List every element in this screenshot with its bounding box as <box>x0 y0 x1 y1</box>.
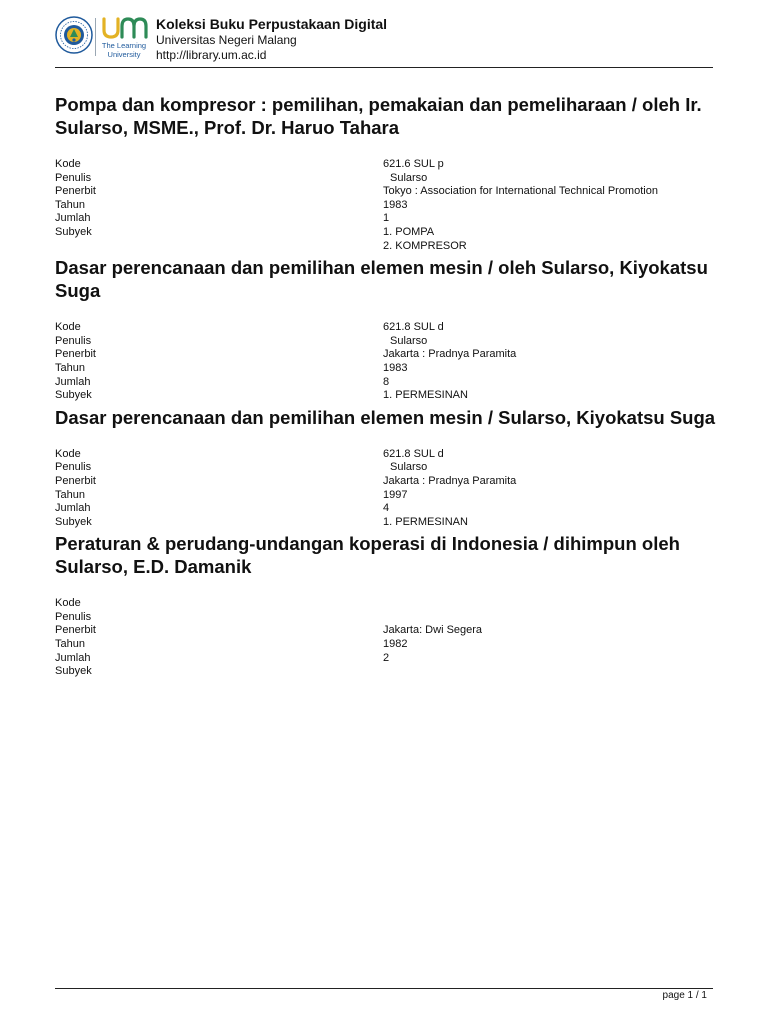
field-label: Subyek <box>55 515 92 528</box>
field-row-kode <box>55 321 720 335</box>
field-value-tahun: 1983 <box>383 198 408 211</box>
field-row-penerbit <box>55 348 720 362</box>
book-title: Dasar perencanaan dan pemilihan elemen mesin / Sularso, Kiyokatsu Suga <box>55 406 716 428</box>
field-value-penulis: Sularso <box>390 461 428 474</box>
field-label: Kode <box>55 158 81 170</box>
field-label: Penulis <box>55 334 92 347</box>
field-value-jumlah: 1 <box>383 212 390 225</box>
field-label: Jumlah <box>55 651 91 664</box>
field-label: Jumlah <box>55 502 91 515</box>
field-row-penulis <box>55 611 720 625</box>
logo-text-line1: The Learning <box>101 41 147 50</box>
footer-rule <box>55 988 713 989</box>
field-label: Tahun <box>55 198 85 211</box>
field-row-penerbit <box>55 624 720 638</box>
field-value-penulis: Sularso <box>390 171 428 184</box>
field-label: Penerbit <box>55 348 96 361</box>
field-row-penulis <box>55 335 720 349</box>
field-row-kode <box>55 448 720 462</box>
field-row-tahun <box>55 638 720 652</box>
field-label: Kode <box>55 321 81 334</box>
field-value-tahun: 1997 <box>383 488 408 501</box>
field-label: Jumlah <box>55 375 91 388</box>
field-row-kode <box>55 597 720 611</box>
field-value-penerbit: Tokyo : Association for International Technical Promotion <box>383 185 658 198</box>
field-row-kode <box>55 158 720 172</box>
page-number: page 1 / 1 <box>662 990 707 1001</box>
header-rule <box>55 67 713 68</box>
field-row-subyek <box>55 226 720 240</box>
field-value-subyek: 1. POMPA <box>383 225 435 238</box>
um-logo-icon <box>97 15 149 61</box>
book-list <box>55 93 720 679</box>
book-entry <box>55 93 720 253</box>
field-label: Penulis <box>55 610 92 623</box>
field-label: Penerbit <box>55 474 96 487</box>
field-label: Subyek <box>55 225 92 238</box>
field-row-subyek-cont <box>55 240 720 254</box>
field-label: Penulis <box>55 461 92 474</box>
book-title: Dasar perencanaan dan pemilihan elemen mesin / oleh Sularso, Kiyokatsu Suga <box>55 257 708 302</box>
field-label: Subyek <box>55 665 92 678</box>
field-row-jumlah <box>55 652 720 666</box>
logo-divider <box>95 18 96 56</box>
field-value-tahun: 1982 <box>383 638 408 651</box>
field-label: Penulis <box>55 171 92 184</box>
field-row-penerbit <box>55 185 720 199</box>
field-value-subyek: 1. PERMESINAN <box>383 515 468 528</box>
field-row-tahun <box>55 362 720 376</box>
library-url[interactable]: http://library.um.ac.id <box>156 48 267 62</box>
page-header <box>55 12 713 68</box>
field-row-penulis <box>55 461 720 475</box>
field-value-penerbit: Jakarta: Dwi Segera <box>383 624 483 637</box>
field-label: Tahun <box>55 361 85 374</box>
field-value-kode: 621.6 SUL p <box>383 158 444 170</box>
field-row-tahun <box>55 489 720 503</box>
university-seal-icon <box>55 16 93 54</box>
field-row-subyek <box>55 389 720 403</box>
field-value-penerbit: Jakarta : Pradnya Paramita <box>383 474 517 487</box>
book-entry <box>55 532 720 679</box>
field-label: Penerbit <box>55 624 96 637</box>
field-row-penerbit <box>55 475 720 489</box>
field-row-subyek <box>55 516 720 530</box>
field-label: Kode <box>55 447 81 460</box>
field-value-penulis: Sularso <box>390 334 428 347</box>
field-row-jumlah <box>55 502 720 516</box>
field-row-jumlah <box>55 376 720 390</box>
field-value-jumlah: 4 <box>383 502 390 515</box>
field-value-kode: 621.8 SUL d <box>383 321 444 334</box>
field-value-jumlah: 8 <box>383 375 390 388</box>
field-label: Tahun <box>55 638 85 651</box>
field-label: Subyek <box>55 389 92 402</box>
field-value-subyek: 1. PERMESINAN <box>383 389 468 402</box>
book-entry <box>55 256 720 403</box>
field-label: Kode <box>55 597 81 610</box>
book-title: Pompa dan kompresor : pemilihan, pemakaian dan pemeliharaan / oleh Ir. Sularso, MSME., Prof. Dr. Haruo Tahara <box>55 94 702 138</box>
field-value-tahun: 1983 <box>383 361 408 374</box>
field-label: Penerbit <box>55 185 96 198</box>
institution-name: Universitas Negeri Malang <box>156 33 297 47</box>
collection-title: Koleksi Buku Perpustakaan Digital <box>156 16 388 32</box>
logo-text-line2: University <box>107 50 141 59</box>
field-row-jumlah <box>55 212 720 226</box>
field-value-jumlah: 2 <box>383 651 390 664</box>
field-label: Tahun <box>55 488 85 501</box>
field-value-kode: 621.8 SUL d <box>383 447 444 460</box>
field-row-tahun <box>55 199 720 213</box>
book-entry <box>55 406 720 530</box>
field-row-subyek <box>55 665 720 679</box>
field-value-penerbit: Jakarta : Pradnya Paramita <box>383 348 517 361</box>
field-value-subyek: 2. KOMPRESOR <box>383 239 467 252</box>
field-row-penulis <box>55 172 720 186</box>
field-label: Jumlah <box>55 212 91 225</box>
header-text-block <box>156 16 387 63</box>
book-title: Peraturan & perudang-undangan koperasi di Indonesia / dihimpun oleh Sularso, E.D. Damanik <box>55 533 680 578</box>
